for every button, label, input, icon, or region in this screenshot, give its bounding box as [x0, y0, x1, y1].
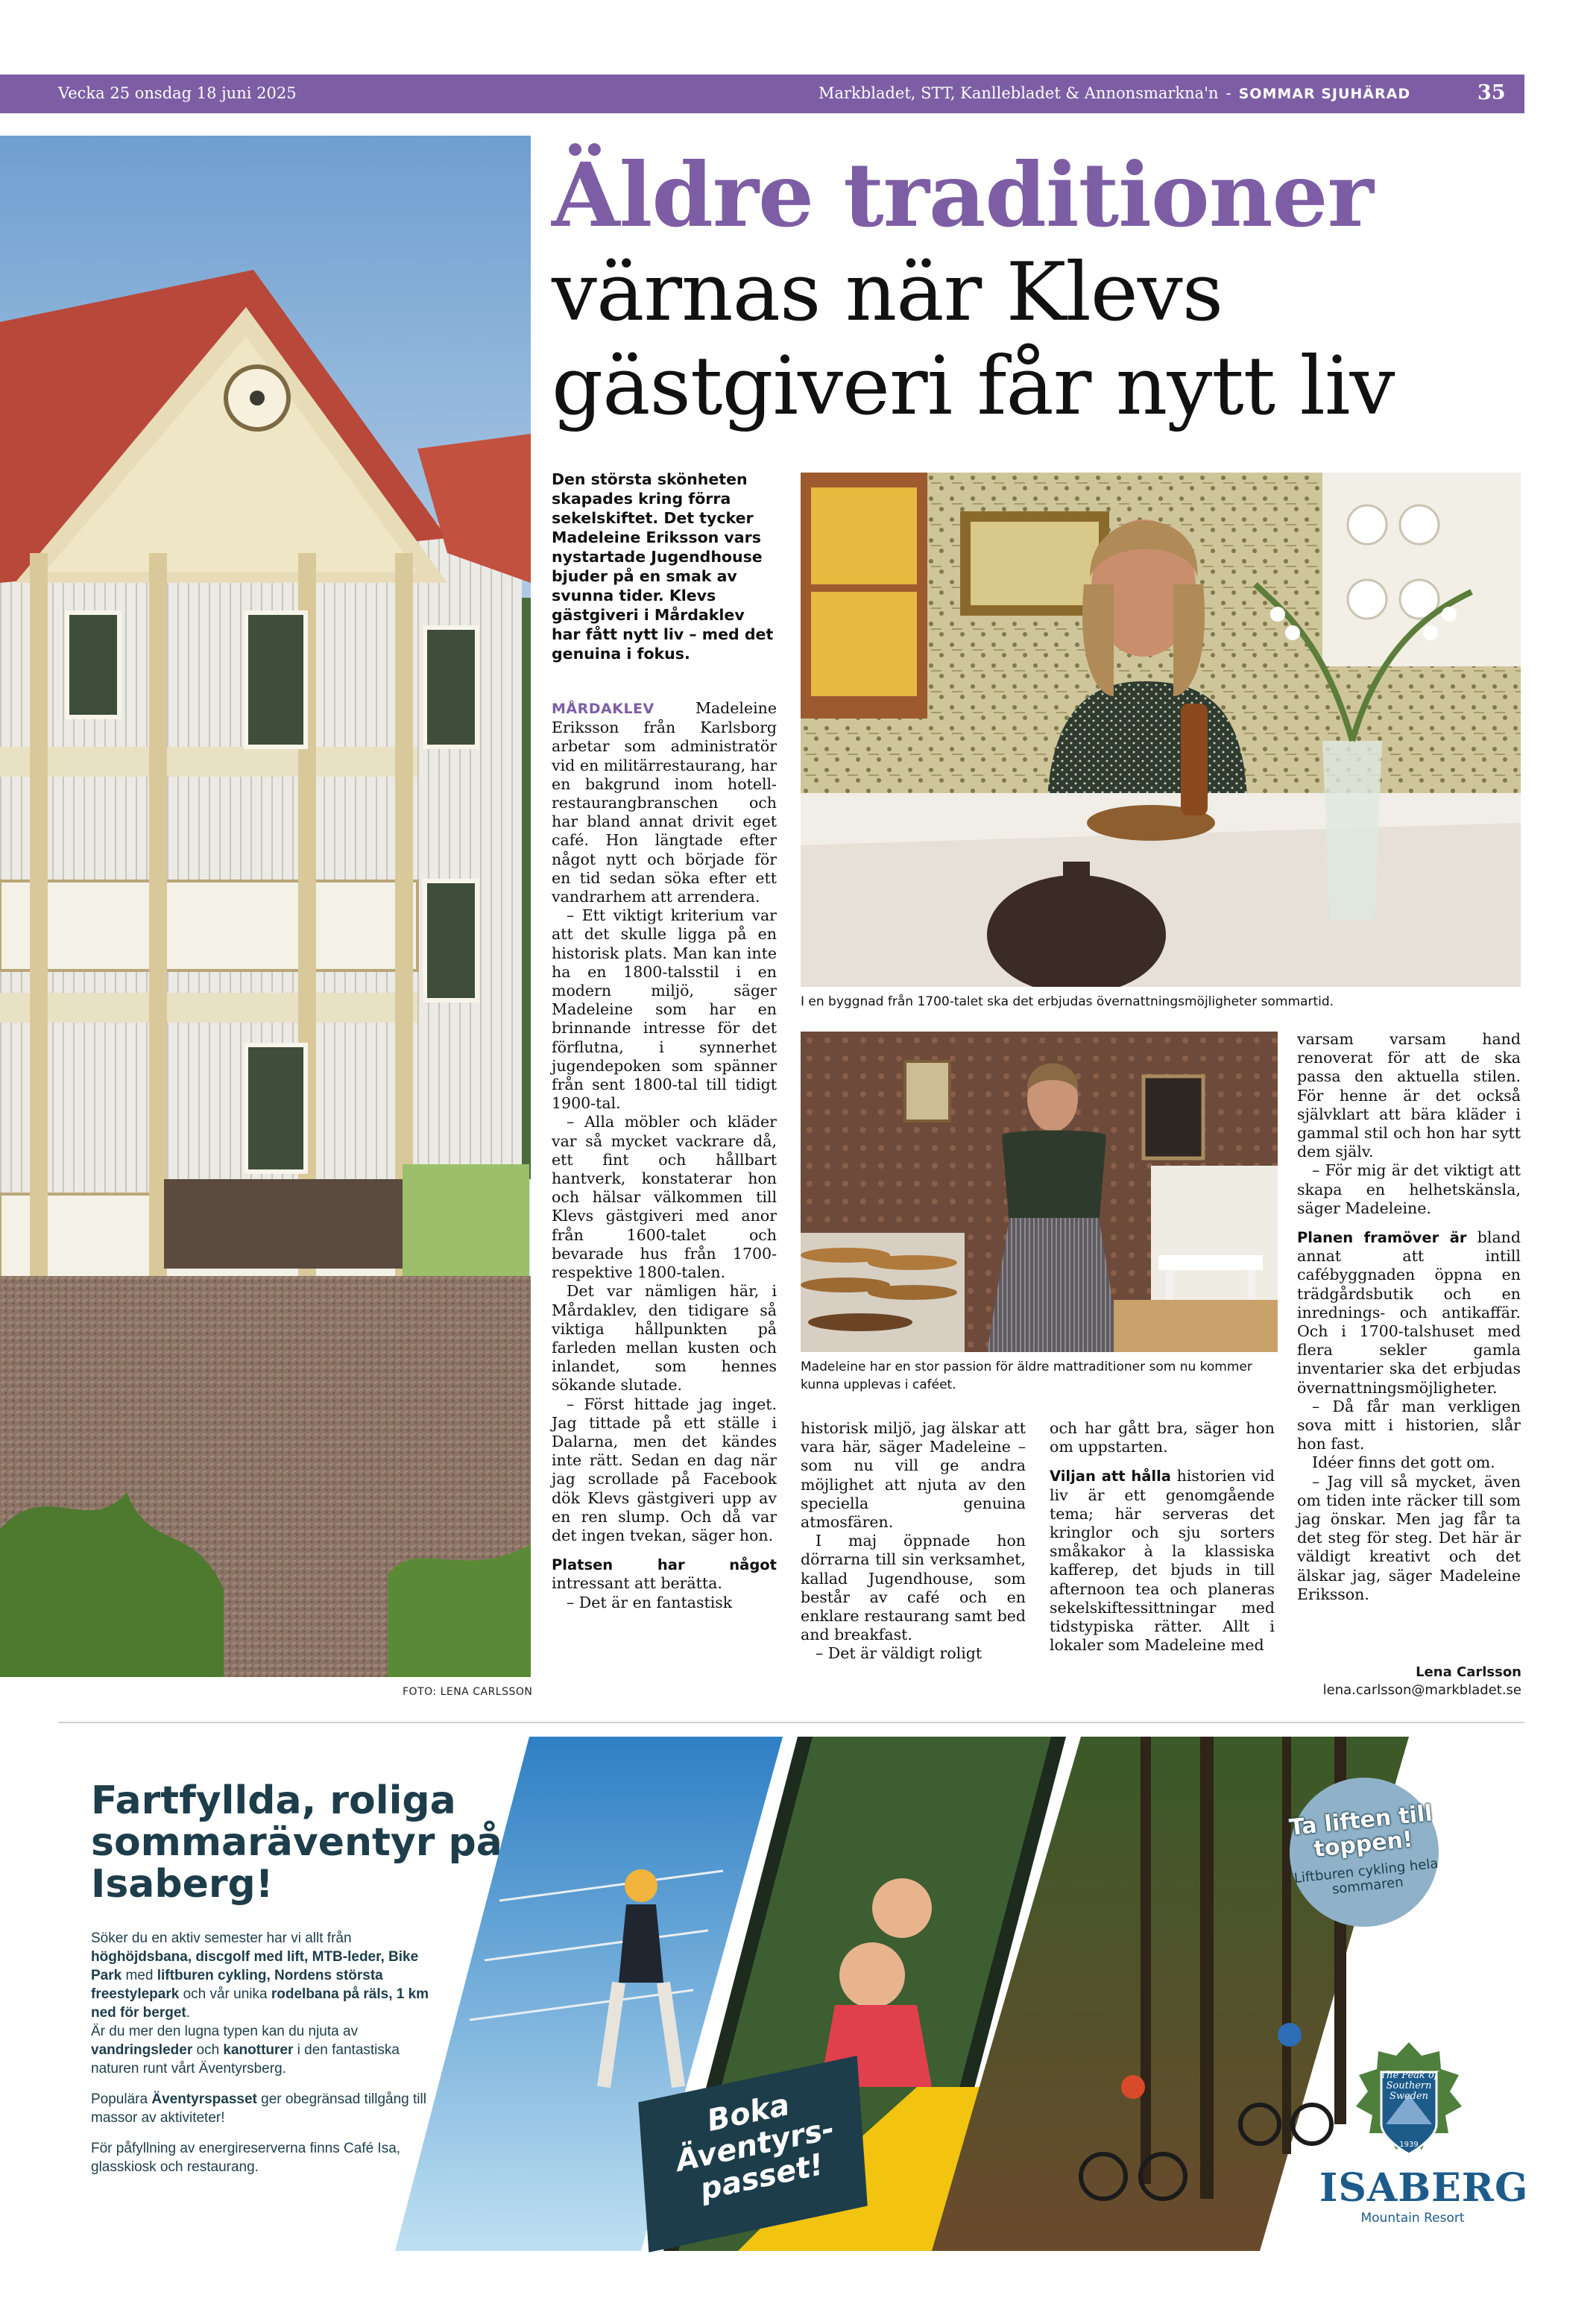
col1-p6: intressant att berätta.: [552, 1574, 722, 1593]
dateline: MÅRDAKLEV: [552, 701, 655, 717]
col1-p2: – Ett viktigt kriterium var att det skulle ligga på en historisk plats. Man kan inte ha en 1800-talsstil i en modern miljö, säger Madeleine som har en brinnande intresse för det förflutna, i synnerhet jugendepoken som spänner från sent 1800-tal till tidigt 1900-tal.: [552, 906, 777, 1113]
ad-title: Fartfyllda, roliga sommaräventyr på Isaberg!: [91, 1778, 502, 1907]
ad-text: Populära: [91, 2091, 152, 2107]
isaberg-logo: ISABERG: [1319, 2165, 1529, 2211]
col2-p2: I maj öppnade hon dörrarna till sin verksamhet, kallad Jugendhouse, som består av café och en enklare restaurang samt bed and breakfast.: [801, 1532, 1026, 1644]
col3-p1: och har gått bra, säger hon om uppstarten.: [1050, 1419, 1275, 1456]
ad-text-bold: liftburen cykling, Nordens största freestylepark: [91, 1968, 383, 2002]
ad-text: .: [186, 2005, 191, 2021]
ad-text-bold: vandringsleder: [91, 2042, 193, 2058]
ad-text-bold: Äventyrspasset: [151, 2091, 257, 2107]
article-column-2: [801, 1419, 1026, 1664]
col1-p3: – Alla möbler och kläder var så mycket vackrare då, ett fint och hållbart hantverk, konstaterar hon och hälsar välkommen till Klevs gästgiveri med anor från 1600-talet och bevarade hus från 1700- respektive 1800-talen.: [552, 1113, 777, 1282]
byline: [1323, 1664, 1521, 1699]
col1-p1: Madeleine Eriksson från Karlsborg arbetar som administratör vid en militärrestaurang, har en bakgrund inom hotell- restaurangbranschen och har bland annat drivit eget café. Hon längtade efter något nytt och började för en tid sedan söka efter ett vandrarhem att arrendera.: [552, 699, 777, 906]
issue-date: Vecka 25 onsdag 18 juni 2025: [58, 84, 297, 102]
badge-subtitle: Liftburen cykling hela sommaren: [1293, 1855, 1439, 1898]
ad-paragraph-2: [91, 2090, 441, 2127]
shield-text: The Peak of Southern Sweden: [1380, 2070, 1438, 2102]
article-column-3: [1050, 1419, 1275, 1655]
col1-p5: – Först hittade jag inget. Jag tittade på ett ställe i Dalarna, men det kändes inte rätt. Sedan en dag när jag scrollade på Facebook dök Klevs gästgiveri upp av en ren slump. Och då var det ingen tvekan, säger hon.: [552, 1395, 777, 1544]
isaberg-logo-subtitle: Mountain Resort: [1360, 2211, 1465, 2226]
badge-title: Ta liften till toppen!: [1287, 1800, 1434, 1863]
article-column-4: [1297, 1030, 1521, 1604]
ad-text: ger obegränsad tillgång till massor av aktiviteter!: [91, 2091, 426, 2126]
byline-email[interactable]: lena.carlsson@markbladet.se: [1322, 1682, 1521, 1698]
col3-p2: historien vid liv är ett genomgående tema; här serveras det kringlor och sju sorters småkakor à la klassiska kafferep, det bjuds in till afternoon tea och planeras sekelskiftessittningar med tidstypiska rätter. Allt i lokaler som Madeleine med: [1050, 1467, 1275, 1655]
col1-p4: Det var nämligen här, i Mårdaklev, den tidigare så viktiga hållpunkten på farleden mellan kusten och inlandet, som hennes sökande slutade.: [552, 1282, 777, 1395]
ad-text: i den fantastiska naturen runt vårt Äventyrsberg.: [91, 2042, 400, 2077]
col4-p2: – För mig är det viktigt att skapa en helhetskänsla, säger Madeleine.: [1297, 1161, 1521, 1217]
ad-text: och vår unika: [179, 1986, 271, 2002]
portrait-photo: [801, 473, 1521, 987]
byline-name: Lena Carlsson: [1416, 1664, 1521, 1680]
col4-p4: – Då får man verkligen sova mitt i historien, slår hon fast.: [1297, 1397, 1521, 1453]
col1-subhead: Platsen har något: [552, 1556, 777, 1574]
shield-year: 1939: [1399, 2141, 1419, 2149]
publication-line: [818, 84, 1410, 102]
headline-line-2-3: [552, 246, 1521, 434]
col4-p3: bland annat att intill cafébyggnaden öppna en trädgårdsbutik och en inrednings- och antikaffär. Och i 1700-talshuset med flera sekler gamla inventarier ska det erbjudas övernattningsmöjligheter.: [1297, 1228, 1521, 1397]
article-ingress: Den största skönheten skapades kring förra sekelskiftet. Det tycker Madeleine Eriksson vars nystartade Jugendhouse bjuder på en smak av svunna tider. Klevs gästgiveri i Mårdaklev har fått nytt liv – med det genuina i fokus.: [552, 470, 774, 663]
header-separator: -: [1226, 84, 1231, 102]
section-divider: [58, 1722, 1524, 1723]
ad-photo-strip: [395, 1737, 1409, 2251]
col3-subhead: Viljan att hålla: [1050, 1468, 1171, 1485]
col4-p5: Idéer finns det gott om.: [1312, 1453, 1495, 1472]
headline-line-2: värnas när Klevs: [552, 246, 1223, 339]
ad-text: och: [192, 2042, 224, 2058]
caption-middle: Madeleine har en stor passion för äldre mattraditioner som nu kommer kunna upplevas i caféet.: [801, 1360, 1252, 1392]
headline-line-1: Äldre traditioner: [552, 143, 1373, 247]
col4-p1: varsam varsam hand renoverat för att de ska passa den aktuella stilen. För henne är det också självklart att bära kläder i gammal stil och hon har sytt dem själv.: [1297, 1030, 1521, 1161]
ad-text-bold: höghöjdsbana, discgolf med lift, MTB-leder, Bike Park: [91, 1949, 419, 1983]
article-column-1: [552, 699, 777, 1612]
ad-body: [91, 1929, 441, 2188]
page-number: 35: [1477, 81, 1506, 104]
headline-line-3: gästgiveri får nytt liv: [552, 340, 1395, 433]
ad-text-bold: kanotturer: [223, 2042, 294, 2058]
photo-credit: FOTO: LENA CARLSSON: [403, 1686, 533, 1698]
section-name: SOMMAR SJUHÄRAD: [1238, 86, 1411, 102]
book-adventure-pass-button[interactable]: Boka Äventyrs-passet!: [672, 2087, 838, 2207]
ad-paragraph-1: [91, 1929, 441, 2078]
ad-text: Är du mer den lugna typen kan du njuta av: [91, 2024, 359, 2039]
caption-top: I en byggnad från 1700-talet ska det erbjudas övernattningsmöjligheter sommartid.: [801, 994, 1334, 1009]
col4-subhead: Planen framöver är: [1297, 1229, 1467, 1247]
ad-text-bold: rodelbana på räls, 1 km ned för berget: [91, 1986, 429, 2021]
col1-p7: – Det är en fantastisk: [567, 1593, 733, 1611]
ad-text: med: [122, 1968, 157, 1983]
house-photo: [0, 136, 531, 1677]
ad-paragraph-3: För påfyllning av energireserverna finns Café Isa, glasskiosk och restaurang.: [91, 2141, 401, 2175]
col2-p1: historisk miljö, jag älskar att vara här, säger Madeleine – som nu vill ge andra möjlighet att njuta av den speciella genuina atmosfären.: [801, 1419, 1026, 1532]
page-header-band: [0, 75, 1524, 113]
cafe-photo: [801, 1032, 1278, 1352]
col2-p3: – Det är väldigt roligt: [816, 1644, 982, 1663]
ad-text: Söker du en aktiv semester har vi allt från: [91, 1930, 352, 1946]
publications: Markbladet, STT, Kanllebladet & Annonsmarkna'n: [818, 84, 1219, 102]
col4-p6: – Jag vill så mycket, även om tiden inte räcker till som jag önskar. Men jag får ta det steg för steg. Det här är väldigt kreativt och det älskar jag, säger Madeleine Eriksson.: [1297, 1472, 1521, 1603]
